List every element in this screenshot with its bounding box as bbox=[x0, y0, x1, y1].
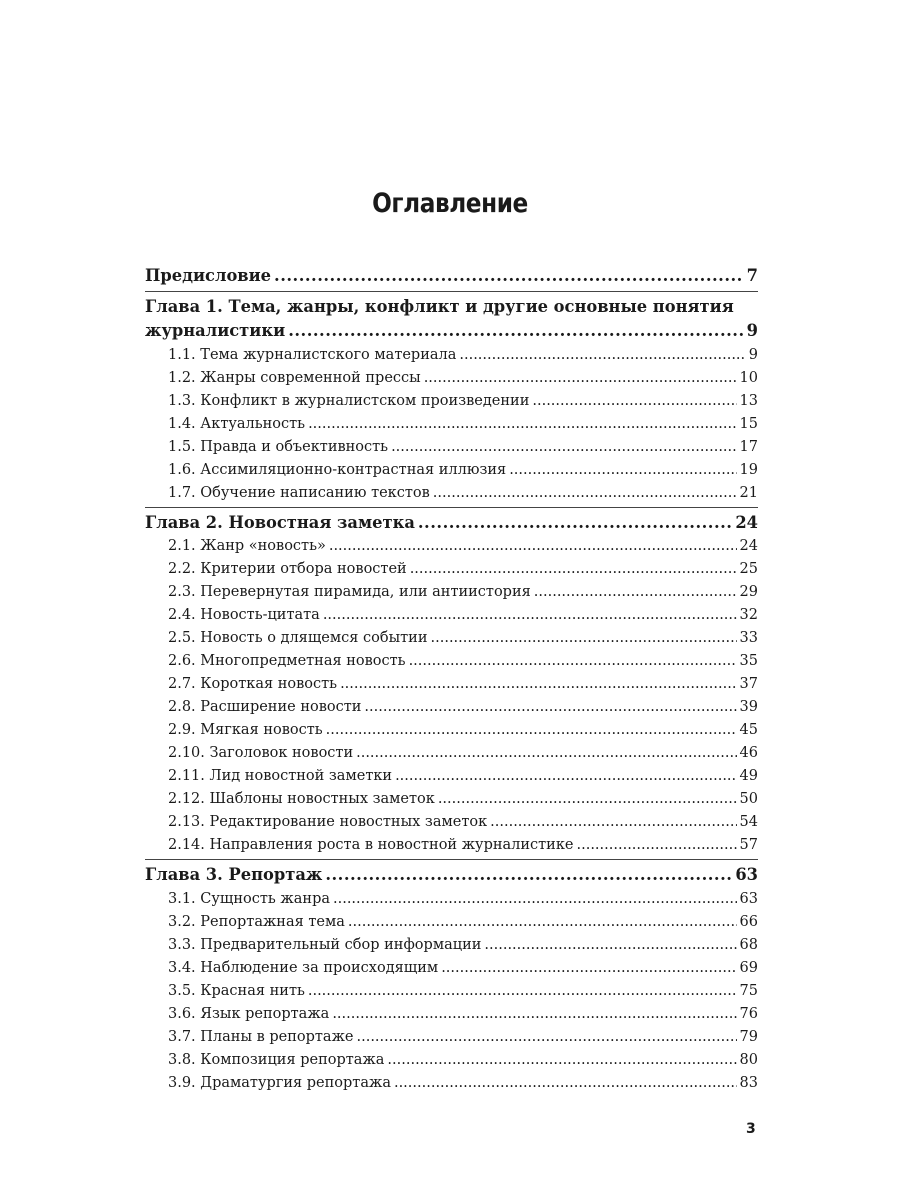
toc-entry-page: 32 bbox=[739, 607, 758, 623]
toc-entry-page: 83 bbox=[739, 1074, 758, 1091]
dot-leader bbox=[459, 344, 745, 367]
toc-entry-label: 3.2. Репортажная тема bbox=[168, 913, 345, 930]
toc-entry-page: 7 bbox=[746, 266, 758, 285]
toc-entry-label: журналистики bbox=[145, 321, 286, 340]
toc-entry-chapter-1[interactable] bbox=[145, 319, 758, 344]
toc-entry-label: 1.1. Тема журналистского материала bbox=[168, 346, 457, 363]
dot-leader bbox=[308, 980, 737, 1003]
dot-leader bbox=[534, 581, 737, 604]
toc-entry-page: 13 bbox=[739, 392, 758, 409]
toc-entry[interactable] bbox=[145, 436, 758, 459]
toc-entry-page: 57 bbox=[739, 837, 758, 853]
toc-entry-page: 15 bbox=[739, 415, 758, 432]
toc-entry-page: 66 bbox=[739, 913, 758, 930]
dot-leader bbox=[332, 1003, 736, 1026]
toc-entry[interactable] bbox=[145, 742, 758, 765]
dot-leader bbox=[410, 558, 737, 581]
toc-entry-label: 3.3. Предварительный сбор информации bbox=[168, 936, 482, 953]
toc-entry-label: 1.2. Жанры современной прессы bbox=[168, 369, 421, 386]
toc-entry-page: 63 bbox=[735, 865, 758, 884]
toc-entry-label: 3.6. Язык репортажа bbox=[168, 1005, 330, 1022]
toc-entry-label: 3.7. Планы в репортаже bbox=[168, 1028, 354, 1045]
toc-entry-page: 24 bbox=[735, 512, 758, 532]
toc-entry-page: 9 bbox=[746, 321, 758, 340]
toc-entry-page: 46 bbox=[739, 745, 758, 761]
toc-entry[interactable] bbox=[145, 980, 758, 1003]
toc-entry-label: Глава 3. Репортаж bbox=[145, 865, 323, 884]
toc-entry-label: 3.4. Наблюдение за происходящим bbox=[168, 959, 439, 976]
toc-entry-label: 2.9. Мягкая новость bbox=[168, 722, 323, 738]
toc-entry-label: Предисловие bbox=[145, 266, 272, 285]
page-number: 3 bbox=[746, 1121, 756, 1137]
toc-entry[interactable] bbox=[145, 911, 758, 934]
toc-entry-label: 2.14. Направления роста в новостной журналистике bbox=[168, 837, 574, 853]
dot-leader bbox=[484, 934, 736, 957]
toc-entry[interactable] bbox=[145, 390, 758, 413]
toc-entry-page: 69 bbox=[739, 959, 758, 976]
dot-leader bbox=[323, 604, 737, 627]
dot-leader bbox=[418, 511, 732, 536]
toc-entry[interactable] bbox=[145, 673, 758, 696]
dot-leader bbox=[391, 436, 736, 459]
dot-leader bbox=[577, 834, 737, 857]
toc-entry-label: 2.8. Расширение новости bbox=[168, 699, 362, 715]
toc-section-chapter-3 bbox=[145, 859, 758, 1095]
toc-entry[interactable] bbox=[145, 535, 758, 558]
toc-entry-label: 2.6. Многопредметная новость bbox=[168, 653, 406, 669]
dot-leader bbox=[329, 535, 737, 558]
toc-entry-page: 24 bbox=[739, 538, 758, 554]
toc-items bbox=[145, 535, 758, 857]
toc-entry-page: 50 bbox=[739, 791, 758, 807]
dot-leader bbox=[441, 957, 736, 980]
toc-entry[interactable] bbox=[145, 482, 758, 505]
toc-entry-label: 1.4. Актуальность bbox=[168, 415, 306, 432]
dot-leader bbox=[333, 888, 737, 911]
toc-entry[interactable] bbox=[145, 581, 758, 604]
toc-entry-label: 2.4. Новость-цитата bbox=[168, 607, 320, 623]
dot-leader bbox=[340, 673, 736, 696]
toc-entry[interactable] bbox=[145, 367, 758, 390]
toc-entry-label: 2.7. Короткая новость bbox=[168, 676, 338, 692]
toc-entry-preface[interactable] bbox=[145, 264, 758, 289]
toc-entry-page: 17 bbox=[739, 438, 758, 455]
toc-entry-label: 3.5. Красная нить bbox=[168, 982, 305, 999]
dot-leader bbox=[433, 482, 737, 505]
toc-entry-label: 2.11. Лид новостной заметки bbox=[168, 768, 393, 784]
dot-leader bbox=[387, 1049, 736, 1072]
toc-entry-label: 2.2. Критерии отбора новостей bbox=[168, 561, 407, 577]
toc-items bbox=[145, 888, 758, 1095]
toc-entry-label: 3.8. Композиция репортажа bbox=[168, 1051, 385, 1068]
toc-entry-page: 49 bbox=[739, 768, 758, 784]
toc-section-chapter-2 bbox=[145, 507, 758, 858]
toc-entry-page: 19 bbox=[739, 461, 758, 478]
dot-leader bbox=[409, 650, 737, 673]
toc-section-chapter-1 bbox=[145, 291, 758, 505]
dot-leader bbox=[509, 459, 736, 482]
toc-entry-page: 80 bbox=[739, 1051, 758, 1068]
toc-entry[interactable] bbox=[145, 604, 758, 627]
toc-entry[interactable] bbox=[145, 934, 758, 957]
toc-entry-page: 35 bbox=[739, 653, 758, 669]
toc-entry-page: 79 bbox=[739, 1028, 758, 1045]
toc-entry[interactable] bbox=[145, 344, 758, 367]
dot-leader bbox=[325, 863, 732, 888]
dot-leader bbox=[395, 765, 736, 788]
dot-leader bbox=[424, 367, 737, 390]
toc-entry-page: 29 bbox=[739, 584, 758, 600]
toc-entry-label: Глава 2. Новостная заметка bbox=[145, 512, 415, 532]
toc-entry-label: 2.10. Заголовок новости bbox=[168, 745, 354, 761]
toc-entry[interactable] bbox=[145, 888, 758, 911]
toc-entry[interactable] bbox=[145, 459, 758, 482]
toc-entry-label: 1.6. Ассимиляционно-контрастная иллюзия bbox=[168, 461, 507, 478]
toc-entry[interactable] bbox=[145, 834, 758, 857]
toc-section-preface bbox=[145, 264, 758, 289]
toc-entry-label: 2.3. Перевернутая пирамида, или антиистория bbox=[168, 584, 531, 600]
toc-entry-label: 1.5. Правда и объективность bbox=[168, 438, 389, 455]
dot-leader bbox=[288, 319, 743, 344]
toc-entry-page: 33 bbox=[739, 630, 758, 646]
toc-entry[interactable] bbox=[145, 957, 758, 980]
toc-entry-page: 39 bbox=[739, 699, 758, 715]
dot-leader bbox=[348, 911, 737, 934]
toc-entry[interactable] bbox=[145, 558, 758, 581]
toc-entry[interactable] bbox=[145, 765, 758, 788]
toc-entry-page: 68 bbox=[739, 936, 758, 953]
dot-leader bbox=[308, 413, 736, 436]
toc-entry-page: 75 bbox=[739, 982, 758, 999]
dot-leader bbox=[274, 264, 744, 289]
toc-entry[interactable] bbox=[145, 811, 758, 834]
dot-leader bbox=[532, 390, 736, 413]
toc-entry-label: 2.13. Редактирование новостных заметок bbox=[168, 814, 488, 830]
toc-entry[interactable] bbox=[145, 788, 758, 811]
table-of-contents bbox=[145, 264, 758, 1095]
toc-entry-page: 76 bbox=[739, 1005, 758, 1022]
toc-entry-chapter-2[interactable] bbox=[145, 511, 758, 536]
dot-leader bbox=[438, 788, 737, 811]
toc-entry[interactable] bbox=[145, 1072, 758, 1095]
toc-entry[interactable] bbox=[145, 1049, 758, 1072]
dot-leader bbox=[431, 627, 737, 650]
toc-entry-page: 9 bbox=[748, 346, 758, 363]
toc-entry-page: 45 bbox=[739, 722, 758, 738]
toc-entry-chapter-3[interactable] bbox=[145, 863, 758, 888]
toc-entry-label: 3.1. Сущность жанра bbox=[168, 890, 330, 907]
toc-entry-label: 1.3. Конфликт в журналистском произведении bbox=[168, 392, 530, 409]
dot-leader bbox=[490, 811, 736, 834]
toc-entry-label: 1.7. Обучение написанию текстов bbox=[168, 484, 430, 501]
toc-entry-label: 2.12. Шаблоны новостных заметок bbox=[168, 791, 435, 807]
toc-entry-page: 21 bbox=[739, 484, 758, 501]
toc-entry-page: 37 bbox=[739, 676, 758, 692]
toc-entry[interactable] bbox=[145, 1026, 758, 1049]
dot-leader bbox=[357, 1026, 737, 1049]
dot-leader bbox=[364, 696, 736, 719]
toc-chapter-title-line1[interactable]: Глава 1. Тема, жанры, конфликт и другие основные понятия bbox=[145, 296, 734, 316]
toc-entry-label: 2.1. Жанр «новость» bbox=[168, 538, 326, 554]
toc-entry-label: 3.9. Драматургия репортажа bbox=[168, 1074, 391, 1091]
toc-entry[interactable] bbox=[145, 719, 758, 742]
toc-entry[interactable] bbox=[145, 627, 758, 650]
toc-entry-label: 2.5. Новость о длящемся событии bbox=[168, 630, 428, 646]
toc-entry-page: 54 bbox=[739, 814, 758, 830]
toc-entry[interactable] bbox=[145, 413, 758, 436]
toc-entry[interactable] bbox=[145, 696, 758, 719]
toc-items bbox=[145, 344, 758, 505]
toc-entry-page: 25 bbox=[739, 561, 758, 577]
toc-entry[interactable] bbox=[145, 650, 758, 673]
toc-entry-page: 10 bbox=[739, 369, 758, 386]
dot-leader bbox=[394, 1072, 737, 1095]
dot-leader bbox=[356, 742, 736, 765]
page-title: Оглавление bbox=[372, 188, 528, 219]
dot-leader bbox=[326, 719, 737, 742]
toc-entry-page: 63 bbox=[739, 890, 758, 907]
toc-entry[interactable] bbox=[145, 1003, 758, 1026]
